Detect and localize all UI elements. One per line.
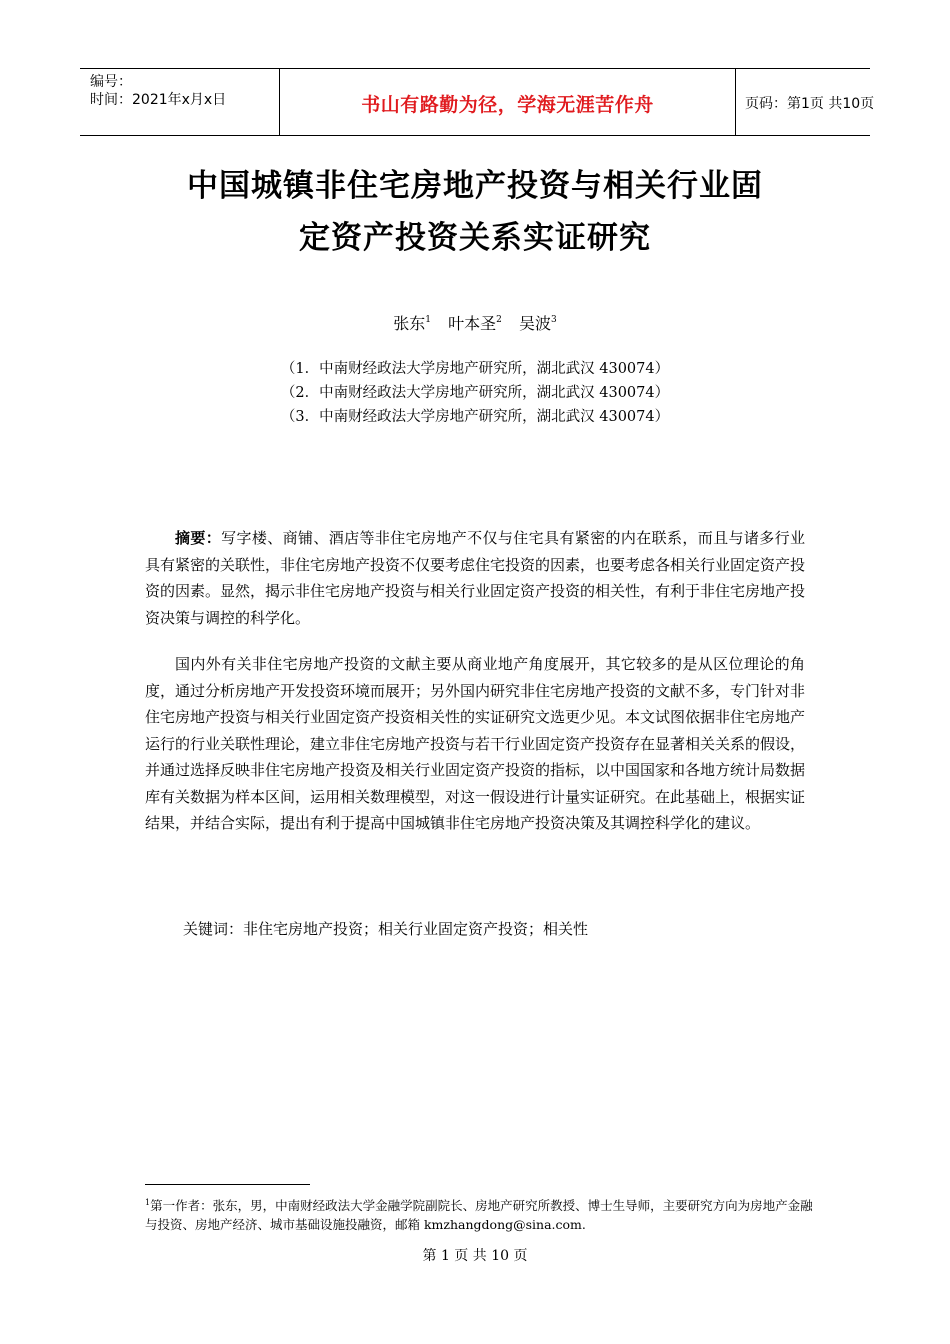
footnote-divider [145,1184,310,1185]
header-motto: 书山有路勤为径，学海无涯苦作舟 [361,94,654,116]
footnote-mark: 1 [145,1198,151,1207]
abstract-paragraph [145,525,805,631]
header-page-info: 页码：第1页 共10页 [745,96,875,112]
footnote-text: 第一作者：张东，男，中南财经政法大学金融学院副院长、房地产研究所教授、博士生导师，主要研究方向为房地产金融与投资、房地产经济、城市基础设施投融资，邮箱 kmzhangdong@sina.com. [145,1198,813,1232]
author [519,314,557,333]
document-number-label: 编号： [90,74,132,90]
author [393,314,431,333]
affiliation: （2．中南财经政法大学房地产研究所，湖北武汉 430074） [280,385,670,401]
affiliation: （3．中南财经政法大学房地产研究所，湖北武汉 430074） [280,409,670,425]
header-page-cell [736,69,875,135]
author-name: 张东 [393,314,426,333]
title-line-1: 中国城镇非住宅房地产投资与相关行业固 [187,168,763,204]
header-table [80,68,875,136]
affiliation: （1．中南财经政法大学房地产研究所，湖北武汉 430074） [280,361,670,377]
author-list [0,311,950,334]
author-name: 吴波 [518,314,551,333]
keywords-line [183,918,588,939]
author-name: 叶本圣 [448,314,497,333]
paper-title [0,160,950,264]
title-line-2: 定资产投资关系实证研究 [299,220,651,256]
affiliation-list [0,357,950,429]
abstract-text: 写字楼、商铺、酒店等非住宅房地产不仅与住宅具有紧密的内在联系，而且与诸多行业具有紧密的关联性，非住宅房地产投资不仅要考虑住宅投资的因素，也要考虑各相关行业固定资产投资的因素。显然，揭示非住宅房地产投资与相关行业固定资产投资的相关性，有利于非住宅房地产投资决策与调控的科学化。 [145,529,806,627]
footnote [145,1193,815,1234]
page-footer: 第 1 页 共 10 页 [422,1248,528,1264]
author-mark: 1 [425,315,432,325]
keywords-label: 关键词： [183,920,244,938]
keywords-text: 非住宅房地产投资；相关行业固定资产投资；相关性 [243,920,589,938]
header-motto-cell [280,69,736,135]
author [448,314,502,333]
author-mark: 2 [496,315,502,325]
date-label: 时间：2021年x月x日 [90,92,227,108]
author-mark: 3 [550,315,557,325]
abstract-label: 摘要： [175,529,222,547]
header-left-cell [80,69,280,135]
intro-paragraph: 国内外有关非住宅房地产投资的文献主要从商业地产角度展开，其它较多的是从区位理论的角度，通过分析房地产开发投资环境而展开；另外国内研究非住宅房地产投资的文献不多，专门针对非住宅房地产投资与相关行业固定资产投资相关性的实证研究文选更少见。本文试图依据非住宅房地产运行的行业关联性理论，建立非住宅房地产投资与若干行业固定资产投资存在显著相关关系的假设，并通过选择反映非住宅房地产投资及相关行业固定资产投资的指标，以中国国家和各地方统计局数据库有关数据为样本区间，运用相关数理模型，对这一假设进行计量实证研究。在此基础上，根据实证结果，并结合实际，提出有利于提高中国城镇非住宅房地产投资决策及其调控科学化的建议。 [145,655,806,832]
